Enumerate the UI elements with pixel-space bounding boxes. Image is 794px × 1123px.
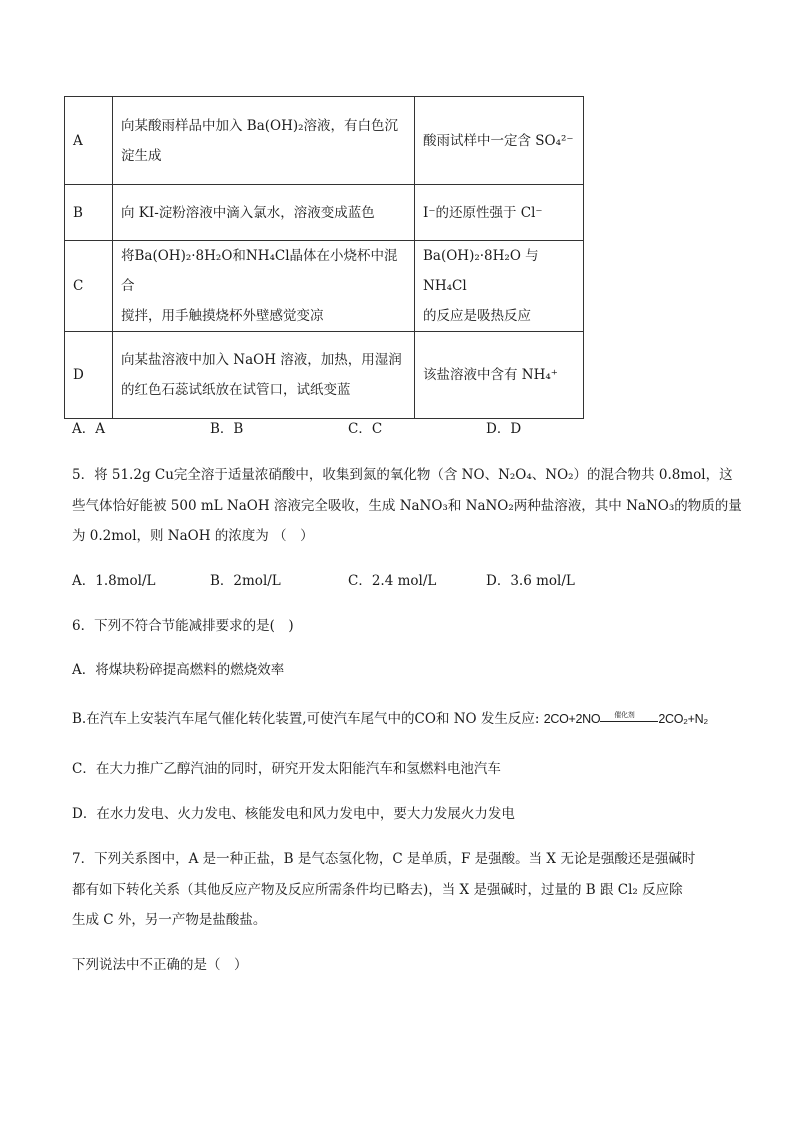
option-d[interactable]: D．D: [486, 421, 522, 437]
description-line: 向某酸雨样品中加入 Ba(OH)₂溶液，有白色沉: [121, 117, 399, 134]
q5-stem-line: 5．将 51.2g Cu完全溶于适量浓硝酸中，收集到氮的氧化物（含 NO、N₂O₄、NO₂）的混合物共 0.8mol，这: [72, 467, 733, 483]
description-line: 向某盐溶液中加入 NaOH 溶液，加热，用湿润: [121, 352, 402, 368]
reaction-equation: [544, 712, 708, 726]
table-row: [65, 97, 584, 185]
description-line: 的红色石蕊试纸放在试管口，试纸变蓝: [121, 382, 351, 398]
equation-reactants: 2CO+2NO: [543, 712, 601, 726]
row-description: [113, 332, 415, 419]
experiment-table: [64, 96, 584, 419]
q5-stem-line: 些气体恰好能被 500 mL NaOH 溶液完全吸收，生成 NaNO₃和 NaNO₂两种盐溶液，其中 NaNO₃的物质的量: [72, 498, 742, 514]
row-label: B: [65, 185, 113, 241]
q7-stem-line: 生成 C 外，另一产物是盐酸盐。: [72, 912, 267, 928]
conclusion-line: 该盐溶液中含有 NH₄⁺: [423, 367, 558, 383]
q7-stem-line: 都有如下转化关系（其他反应产物及反应所需条件均已略去)，当 X 是强碱时，过量的 B 跟 Cl₂ 反应除: [72, 882, 683, 898]
table-row: [65, 241, 584, 332]
equation-products: 2CO₂+N₂: [658, 712, 708, 726]
q6-option-d[interactable]: D．在水力发电、火力发电、核能发电和风力发电中，要大力发展火力发电: [72, 806, 515, 822]
description-line: 向 KI-淀粉溶液中滴入氯水，溶液变成蓝色: [121, 204, 375, 221]
row-conclusion: [415, 241, 584, 332]
option-c[interactable]: C．2.4 mol/L: [348, 573, 437, 589]
row-label: C: [65, 241, 113, 332]
q6-option-c[interactable]: C．在大力推广乙醇汽油的同时，研究开发太阳能汽车和氢燃料电池汽车: [72, 761, 501, 777]
catalyst-label: 催化剂: [614, 710, 635, 719]
option-c[interactable]: C．C: [348, 421, 383, 437]
description-line: 将Ba(OH)₂·8H₂O和NH₄Cl晶体在小烧杯中混合: [121, 248, 398, 294]
row-description: [113, 185, 415, 241]
option-b[interactable]: B．2mol/L: [210, 573, 281, 589]
q5-stem-line: 为 0.2mol，则 NaOH 的浓度为 （ ）: [72, 528, 314, 544]
row-label: A: [65, 97, 113, 185]
description-line: 搅拌，用手触摸烧杯外壁感觉变凉: [121, 308, 324, 324]
q6-stem: 6．下列不符合节能减排要求的是( ): [72, 618, 294, 634]
conclusion-line: Ba(OH)₂·8H₂O 与 NH₄Cl: [423, 248, 539, 294]
q6-option-b[interactable]: [72, 709, 708, 729]
row-conclusion: [415, 332, 584, 419]
row-conclusion: [415, 185, 584, 241]
q6-option-a[interactable]: A．将煤块粉碎提高燃料的燃烧效率: [72, 662, 285, 678]
row-label: D: [65, 332, 113, 419]
row-description: [113, 241, 415, 332]
description-line: 淀生成: [121, 147, 162, 164]
q7-question: 下列说法中不正确的是（ ）: [72, 957, 248, 973]
option-a[interactable]: A．A: [72, 421, 105, 437]
q7-stem-line: 7．下列关系图中，A 是一种正盐，B 是气态氢化物，C 是单质，F 是强酸。当 X 无论是强酸还是强碱时: [72, 851, 696, 867]
conclusion-line: 酸雨试样中一定含 SO₄²⁻: [423, 132, 574, 149]
arrow-line: [600, 721, 658, 722]
conclusion-line: I⁻的还原性强于 Cl⁻: [423, 204, 543, 221]
option-b-text: B.在汽车上安装汽车尾气催化转化装置,可使汽车尾气中的CO和 NO 发生反应:: [72, 711, 540, 727]
option-d[interactable]: D．3.6 mol/L: [486, 573, 575, 589]
row-description: [113, 97, 415, 185]
table-row: [65, 185, 584, 241]
conclusion-line: 的反应是吸热反应: [423, 308, 531, 324]
option-a[interactable]: A．1.8mol/L: [72, 573, 156, 589]
row-conclusion: [415, 97, 584, 185]
option-b[interactable]: B．B: [210, 421, 244, 437]
table-row: [65, 332, 584, 419]
reaction-arrow: [600, 710, 658, 727]
